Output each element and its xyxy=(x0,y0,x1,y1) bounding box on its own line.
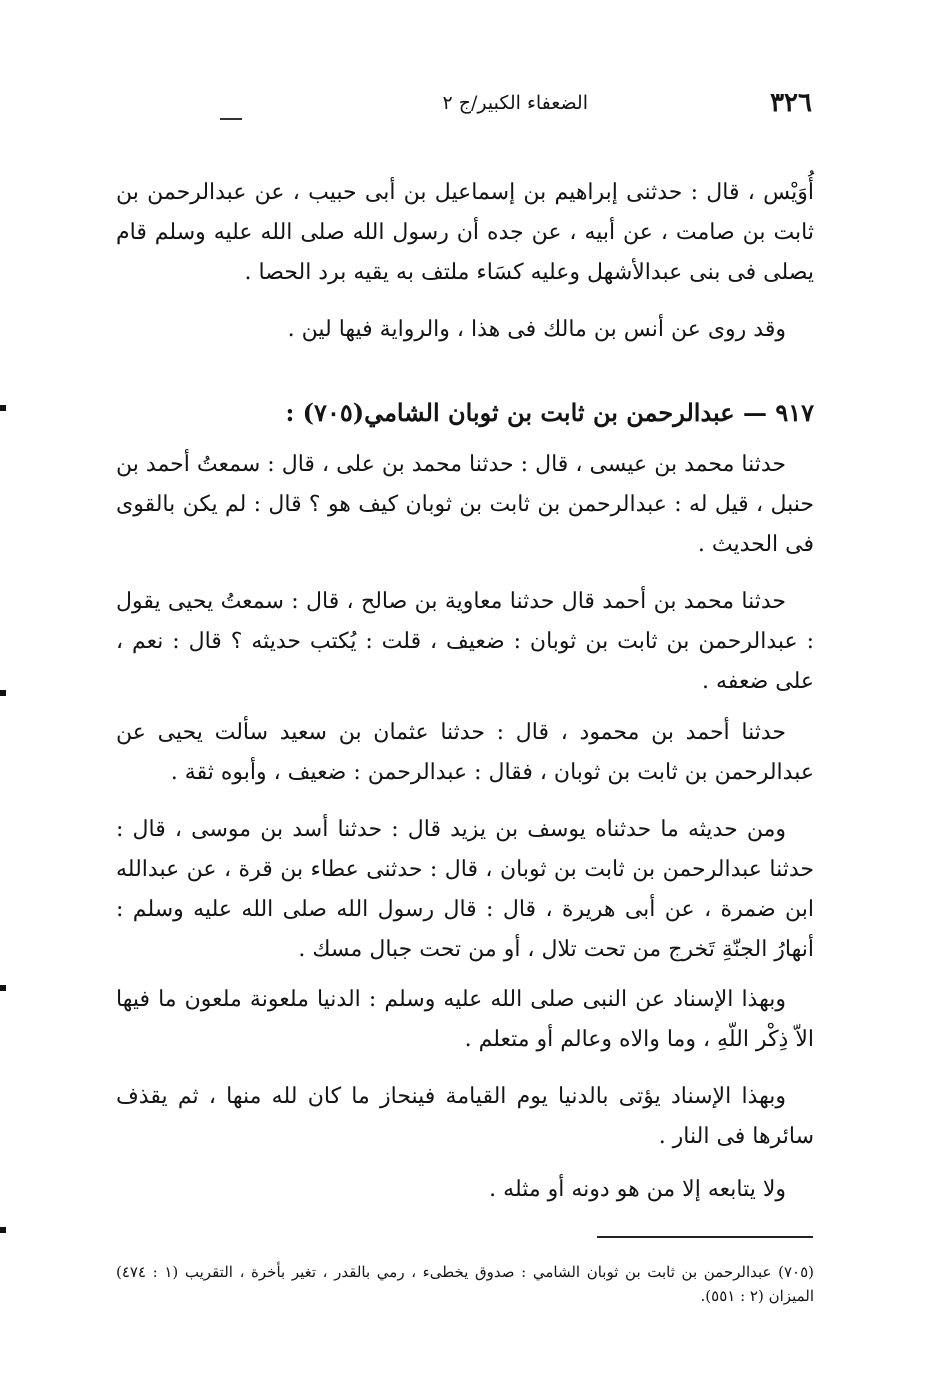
paragraph-4: حدثنا محمد بن أحمد قال حدثنا معاوية بن صالح ، قال : سمعتُ يحيى يقول : عبدالرحمن بن ثابت بن ثوبان : ضعيف ، قلت : يُكتب حديثه ؟ قال : نعم ، على ضعفه . xyxy=(116,589,814,694)
scan-edge-mark xyxy=(0,405,6,411)
paragraph-9: ولا يتابعه إلا من هو دونه أو مثله . xyxy=(489,1177,786,1202)
paragraph-5: حدثنا أحمد بن محمود ، قال : حدثنا عثمان بن سعيد سألت يحيى عن عبدالرحمن بن ثابت بن ثوبان ، فقال : عبدالرحمن : ضعيف ، وأبوه ثقة . xyxy=(116,720,814,785)
paragraph-7: وبهذا الإسناد عن النبى صلى الله عليه وسلم : الدنيا ملعونة ملعون ما فيها الاّ ذِكْر اللّهِ ، وما والاه وعالم أو متعلم . xyxy=(116,987,814,1052)
scan-edge-mark xyxy=(0,690,6,696)
footnote-divider xyxy=(597,1236,813,1238)
paragraph-8: وبهذا الإسناد يؤتى بالدنيا يوم القيامة فينحاز ما كان لله منها ، ثم يقذف سائرها فى النار . xyxy=(116,1084,814,1149)
header-dash xyxy=(220,118,242,120)
paragraph-1: أُوَيْس ، قال : حدثنى إبراهيم بن إسماعيل بن أبى حبيب ، عن عبدالرحمن بن ثابت بن صامت ، عن أبيه ، عن جده أن رسول الله صلى الله عليه وسلم قام يصلى فى بنى عبدالأشهل وعليه كسَاء ملتف به يقيه برد الحصا . xyxy=(116,180,814,285)
page-header xyxy=(200,88,812,122)
entry-heading: ٩١٧ — عبدالرحمن بن ثابت بن ثوبان الشامي(٧٠٥) : xyxy=(285,398,814,427)
paragraph-3: حدثنا محمد بن عيسى ، قال : حدثنا محمد بن على ، قال : سمعتُ أحمد بن حنبل ، قيل له : عبدالرحمن بن ثابت بن ثوبان كيف هو ؟ قال : لم يكن بالقوى فى الحديث . xyxy=(116,452,814,557)
scan-edge-mark xyxy=(0,985,6,991)
scan-edge-mark xyxy=(0,1227,6,1233)
paragraph-6: ومن حديثه ما حدثناه يوسف بن يزيد قال : حدثنا أسد بن موسى ، قال : حدثنا عبدالرحمن بن ثابت بن ثوبان ، قال : حدثنى عطاء بن قرة ، عن عبدالله ابن ضمرة ، عن أبى هريرة ، قال : قال رسول الله صلى الله عليه وسلم : أنهارُ الجنّةِ تَخرج من تحت تلال ، أو من تحت جبال مسك . xyxy=(116,817,814,962)
paragraph-2: وقد روى عن أنس بن مالك فى هذا ، والرواية فيها لين . xyxy=(287,317,786,342)
footnote: (٧٠٥) عبدالرحمن بن ثابت بن ثوبان الشامي : صدوق يخطىء ، رمي بالقدر ، تغير بأخرة ، التقريب (١ : ٤٧٤) الميزان (٢ : ٥٥١). xyxy=(116,1263,814,1305)
page-number: ٣٢٦ xyxy=(770,88,812,118)
running-title: الضعفاء الكبير/ج ٢ xyxy=(442,92,588,114)
